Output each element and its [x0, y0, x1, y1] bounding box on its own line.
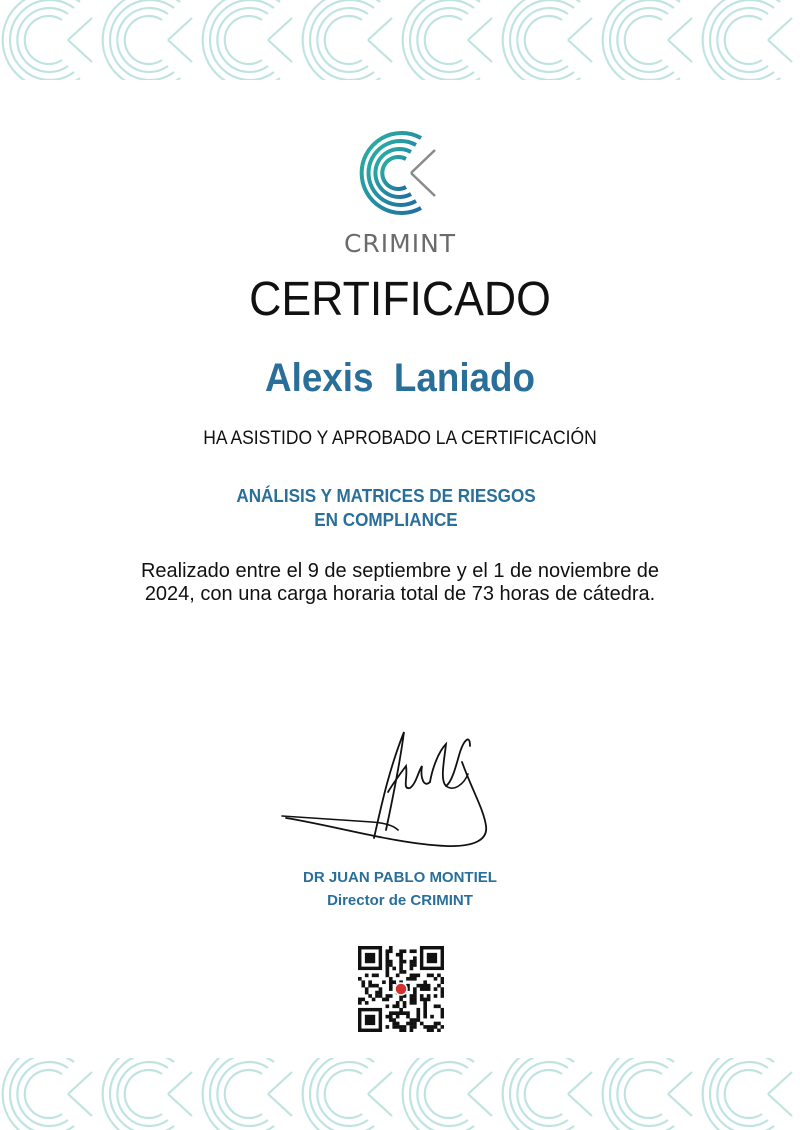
bottom-decorative-pattern [0, 1058, 800, 1130]
signature-image [276, 722, 496, 857]
certificate-title: CERTIFICADO [249, 273, 551, 326]
course-title-line-2: EN COMPLIANCE [314, 510, 458, 530]
qr-code [358, 946, 444, 1032]
attendance-statement: HA ASISTIDO Y APROBADO LA CERTIFICACIÓN [203, 428, 597, 449]
logo-wordmark: CRIMINT [343, 229, 457, 258]
bottom-pattern-graphic [0, 1058, 800, 1130]
course-title-line-1: ANÁLISIS Y MATRICES DE RIESGOS [236, 486, 536, 506]
course-title [19, 484, 752, 532]
course-details: Realizado entre el 9 de septiembre y el 1 de noviembre de 2024, con una carga horaria total de 73 horas de cátedra. [140, 560, 660, 605]
top-decorative-pattern [0, 0, 800, 80]
signer-role: Director de CRIMINT [327, 892, 473, 909]
signer-name: DR JUAN PABLO MONTIEL [303, 869, 497, 886]
recipient-name: Alexis Laniado [265, 356, 535, 400]
crimint-logo-icon [355, 128, 445, 218]
organization-logo [0, 128, 800, 258]
top-pattern-graphic [0, 0, 800, 80]
